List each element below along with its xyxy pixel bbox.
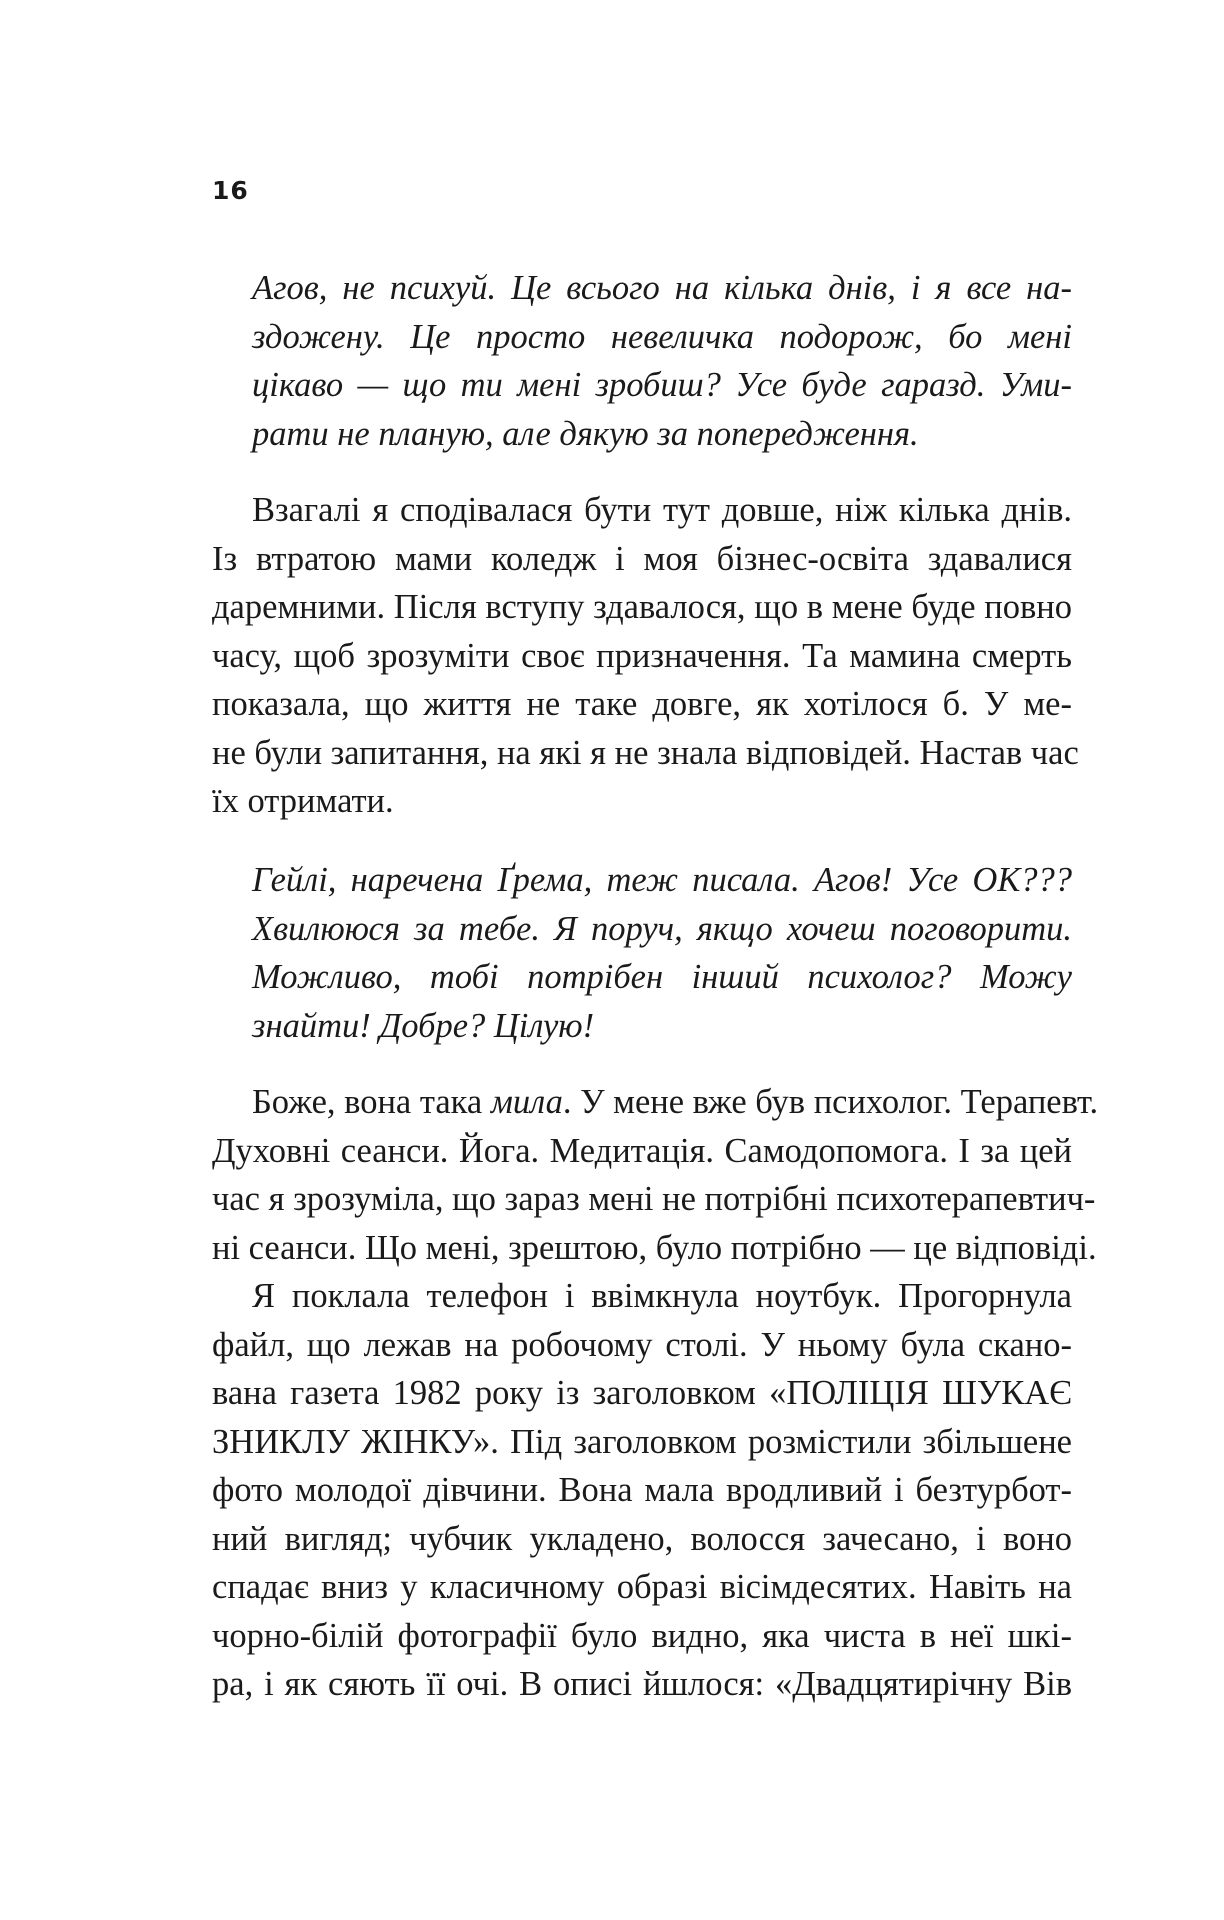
paragraph-block-2	[212, 1078, 1099, 1272]
text-line: часу, щоб зрозуміти своє призначення. Та мамина смерть	[212, 636, 1072, 675]
text-line: не були запитання, на які я не знала відповідей. Настав час	[212, 733, 1079, 772]
italic-message-block-2	[212, 856, 1072, 1050]
text-line: фото молодої дівчини. Вона мала вродливий і безтурбот-	[212, 1471, 1072, 1509]
text-line: ні сеанси. Що мені, зрештою, було потрібно — це відповіді.	[212, 1228, 1097, 1267]
text-line: даремними. Після вступу здавалося, що в мене буде повно	[212, 588, 1072, 626]
text-line: показала, що життя не таке довге, як хотілося б. У ме-	[212, 685, 1072, 723]
text-line: Гейлі, наречена Ґрема, теж писала. Агов! Усе ОК???	[252, 861, 1072, 899]
text-line: рати не планую, але дякую за попередження.	[252, 414, 919, 453]
text-line: чорно-білій фотографії було видно, яка чиста в неї шкі-	[212, 1616, 1072, 1655]
text-line: Із втратою мами коледж і моя бізнес-освіта здавалися	[212, 539, 1072, 578]
text-line-with-emphasis	[212, 1078, 1099, 1127]
page-number: 16	[212, 176, 249, 205]
text-line: вана газета 1982 року із заголовком «ПОЛІЦІЯ ШУКАЄ	[212, 1374, 1072, 1412]
text-line: час я зрозуміла, що зараз мені не потрібні психотерапевтич-	[212, 1180, 1096, 1218]
text-line: спадає вниз у класичному образі вісімдесятих. Навіть на	[212, 1568, 1072, 1606]
text-segment: . У мене вже був психолог. Терапевт.	[562, 1083, 1099, 1121]
text-line: Я поклала телефон і ввімкнула ноутбук. Прогорнула	[252, 1277, 1072, 1315]
text-line: Духовні сеанси. Йога. Медитація. Самодопомога. І за цей	[212, 1131, 1072, 1170]
paragraph-block-3	[212, 1272, 1072, 1709]
text-line: ний вигляд; чубчик укладено, волосся зачесано, і воно	[212, 1519, 1072, 1558]
text-line: ЗНИКЛУ ЖІНКУ». Під заголовком розмістили збільшене	[212, 1422, 1072, 1461]
italic-message-block-1	[212, 264, 1072, 458]
emphasis-text: мила	[490, 1083, 563, 1121]
text-line: файл, що лежав на робочому столі. У ньому була скано-	[212, 1325, 1072, 1364]
paragraph-block-1	[212, 486, 1079, 826]
text-line: їх отримати.	[212, 782, 394, 820]
text-line: цікаво — що ти мені зробиш? Усе буде гаразд. Уми-	[252, 366, 1072, 404]
text-line: Можливо, тобі потрібен інший психолог? Можу	[252, 958, 1072, 996]
text-line: Агов, не психуй. Це всього на кілька днів, і я все на-	[252, 269, 1072, 307]
text-segment: Боже, вона така	[252, 1083, 491, 1121]
text-line: здожену. Це просто невеличка подорож, бо мені	[252, 317, 1072, 356]
text-line: Хвилююся за тебе. Я поруч, якщо хочеш поговорити.	[252, 909, 1072, 948]
text-line: знайти! Добре? Цілую!	[252, 1006, 595, 1045]
text-line: ра, і як сяють її очі. В описі йшлося: «Двадцятирічну Вів	[212, 1665, 1072, 1703]
text-line: Взагалі я сподівалася бути тут довше, ніж кілька днів.	[252, 491, 1072, 529]
